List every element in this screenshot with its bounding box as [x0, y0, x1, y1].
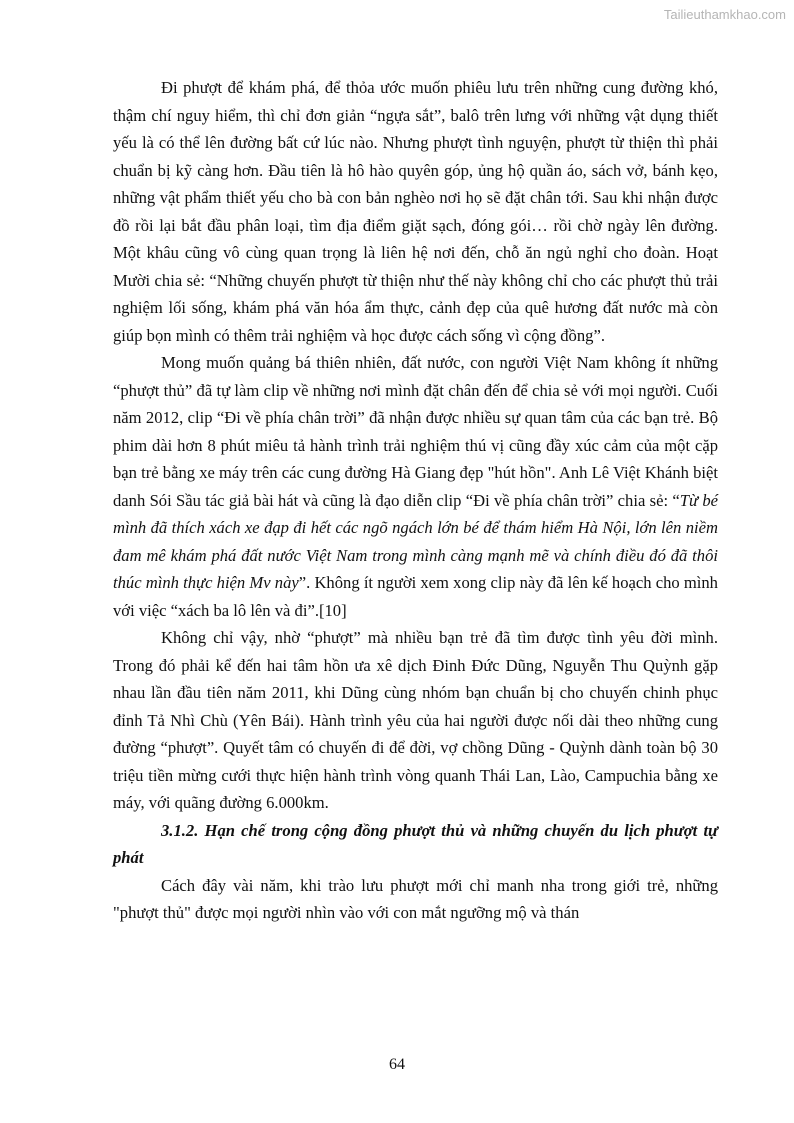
watermark: Tailieuthamkhao.com — [663, 7, 786, 22]
paragraph-2-text: Mong muốn quảng bá thiên nhiên, đất nước, con người Việt Nam không ít những “phượt thủ” đã tự làm clip về những nơi mình đặt chân đến để chia sẻ với mọi người. Cuối năm 2012, clip “Đi về phía chân trời” đã nhận được nhiều sự quan tâm của các bạn trẻ. Bộ phim dài hơn 8 phút miêu tả hành trình trải nghiệm thú vị cũng đầy xúc cảm của một cặp bạn trẻ bằng xe máy trên các cung đường Hà Giang đẹp "hút hồn". Anh Lê Việt Khánh biệt danh Sói Sầu tác giả bài hát và cũng là đạo diễn clip “Đi về phía chân trời” chia sẻ: “ — [113, 353, 718, 510]
paragraph-4: Cách đây vài năm, khi trào lưu phượt mới chỉ manh nha trong giới trẻ, những "phượt thủ" được mọi người nhìn vào với con mắt ngưỡng mộ và thán — [113, 875, 718, 922]
page-number: 64 — [389, 1056, 405, 1073]
paragraph-3: Không chỉ vậy, nhờ “phượt” mà nhiều bạn trẻ đã tìm được tình yêu đời mình. Trong đó phải kể đến hai tâm hồn ưa xê dịch Đinh Đức Dũng, Nguyễn Thu Quỳnh gặp nhau lần đầu tiên năm 2011, khi Dũng cùng nhóm bạn chuẩn bị cho chuyến chinh phục đỉnh Tả Nhì Chù (Yên Bái). Hành trình yêu của hai người được nối dài theo những cung đường “phượt”. Quyết tâm có chuyến đi để đời, vợ chồng Dũng - Quỳnh dành toàn bộ 30 triệu tiền mừng cưới thực hiện hành trình vòng quanh Thái Lan, Lào, Campuchia bằng xe máy, với quãng đường 6.000km. — [113, 628, 718, 812]
section-heading: 3.1.2. Hạn chế trong cộng đồng phượt thủ và những chuyến du lịch phượt tự phát — [113, 820, 718, 867]
paragraph-2-tail: ”. Không ít người xem xong clip này đã lên kế hoạch cho mình với việc “xách ba lô lên và đi”.[10] — [113, 573, 718, 620]
document-body — [113, 74, 718, 927]
paragraph-2 — [113, 349, 718, 624]
paragraph-1: Đi phượt để khám phá, để thỏa ước muốn phiêu lưu trên những cung đường khó, thậm chí nguy hiểm, thì chỉ đơn giản “ngựa sắt”, balô trên lưng với những vật dụng thiết yếu là có thể lên đường bất cứ lúc nào. Nhưng phượt tình nguyện, phượt từ thiện thì phải chuẩn bị kỹ càng hơn. Đầu tiên là hô hào quyên góp, ủng hộ quần áo, sách vở, bánh kẹo, những vật phẩm thiết yếu cho bà con bản nghèo nơi họ sẽ đặt chân tới. Sau khi nhận được đồ rồi lại bắt đầu phân loại, tìm địa điểm giặt sạch, đóng gói… rồi chờ ngày lên đường. Một khâu cũng vô cùng quan trọng là liên hệ nơi đến, chỗ ăn ngủ nghỉ cho đoàn. Hoạt Mười chia sẻ: “Những chuyến phượt từ thiện như thế này không chỉ cho các phượt thủ trải nghiệm lối sống, khám phá văn hóa ẩm thực, cảnh đẹp của quê hương đất nước mà còn giúp bọn mình có thêm trải nghiệm và học được cách sống vì cộng đồng”. — [113, 78, 718, 345]
paragraph-2-quote: Từ bé mình đã thích xách xe đạp đi hết các ngõ ngách lớn bé để thám hiểm Hà Nội, lớn lên niềm đam mê khám phá đất nước Việt Nam trong mình càng mạnh mẽ và chính điều đó đã thôi thúc mình thực hiện Mv này — [113, 490, 718, 592]
